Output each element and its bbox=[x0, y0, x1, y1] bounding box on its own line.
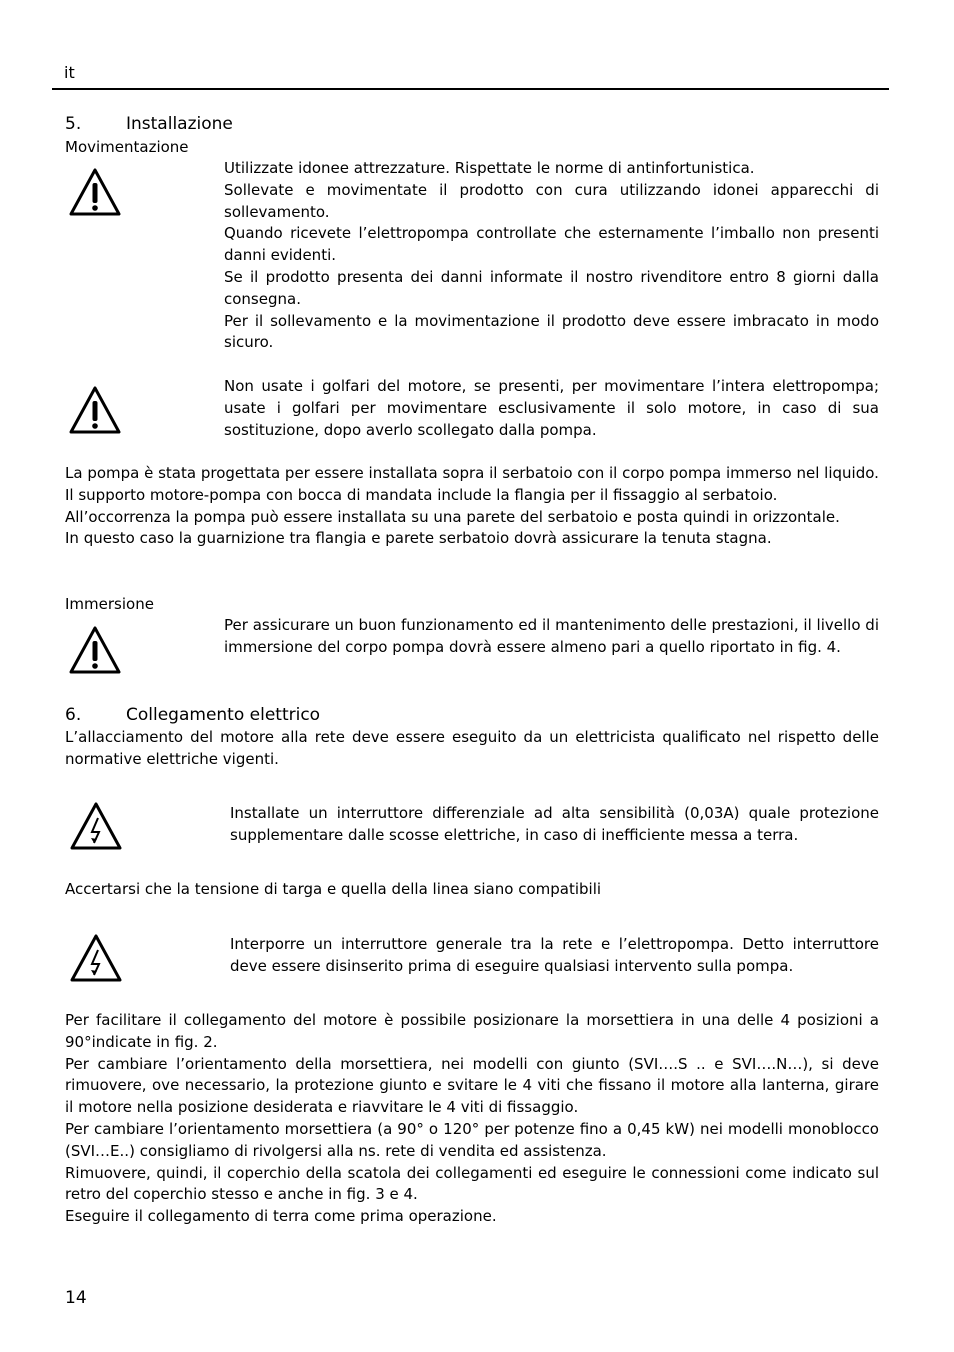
eyebolt-warning-text: Non usate i golfari del motore, se presenti, per movimentare l’intera elettropompa; usate i golfari per movimentare esclusivamente il solo motore, in caso di sua sostituzione, dopo averlo scollegato dalla pompa. bbox=[224, 377, 879, 439]
paragraph: Il supporto motore-pompa con bocca di mandata include la flangia per il fissaggio al serbatoio. bbox=[65, 485, 778, 504]
header-rule bbox=[52, 88, 889, 90]
language-code: it bbox=[64, 63, 75, 82]
paragraph: Sollevate e movimentate il prodotto con cura utilizzando idonei apparecchi di sollevamento. bbox=[224, 180, 879, 221]
section-6-heading bbox=[65, 705, 320, 725]
section-5-heading bbox=[65, 114, 233, 134]
main-switch-warning-text: Interporre un interruttore generale tra la rete e l’elettropompa. Detto interruttore deve essere disinserito prima di eseguire qualsiasi intervento sulla pompa. bbox=[230, 935, 879, 975]
page-number: 14 bbox=[65, 1288, 87, 1308]
paragraph: La pompa è stata progettata per essere installata sopra il serbatoio con il corpo pompa immerso nel liquido. bbox=[65, 464, 879, 482]
subheading-immersion: Immersione bbox=[65, 595, 154, 613]
voltage-text: Accertarsi che la tensione di targa e quella della linea siano compatibili bbox=[65, 880, 602, 898]
rcd-warning-text: Installate un interruttore differenziale ad alta sensibilità (0,03A) quale protezione supplementare dalle scosse elettriche, in caso di inefficiente messa a terra. bbox=[230, 804, 879, 844]
electrical-hazard-icon bbox=[69, 933, 123, 983]
paragraph: All’occorrenza la pompa può essere installata su una parete del serbatoio e posta quindi in orizzontale. bbox=[65, 507, 840, 526]
installation-text bbox=[65, 463, 879, 550]
immersion-text: Per assicurare un buon funzionamento ed il mantenimento delle prestazioni, il livello di immersione del corpo pompa dovrà essere almeno pari a quello riportato in fig. 4. bbox=[224, 616, 879, 656]
terminal-box-text bbox=[65, 1010, 879, 1228]
paragraph: Per facilitare il collegamento del motore è possibile posizionare la morsettiera in una delle 4 posizioni a 90°indicate in fig. 2. bbox=[65, 1011, 879, 1051]
handling-text bbox=[224, 158, 879, 354]
electrical-hazard-icon bbox=[69, 801, 123, 851]
paragraph: Rimuovere, quindi, il coperchio della scatola dei collegamenti ed eseguire le connessioni come indicato sul retro del coperchio stesso e anche in fig. 3 e 4. bbox=[65, 1163, 879, 1204]
paragraph: Per cambiare l’orientamento morsettiera (a 90° o 120° per potenze fino a 0,45 kW) nei modelli monoblocco (SVI…E..) consigliamo di rivolgersi alla ns. rete di vendita ed assistenza. bbox=[65, 1119, 879, 1160]
warning-icon bbox=[68, 167, 122, 217]
section-number: 5. bbox=[65, 114, 82, 134]
electrical-intro-text: L’allacciamento del motore alla rete deve essere eseguito da un elettricista qualificato nel rispetto delle normative elettriche vigenti. bbox=[65, 728, 879, 768]
section-title: Collegamento elettrico bbox=[126, 705, 321, 725]
warning-icon bbox=[68, 625, 122, 675]
section-number: 6. bbox=[65, 705, 82, 725]
paragraph: Per cambiare l’orientamento della morsettiera, nei modelli con giunto (SVI….S .. e SVI….N…), si deve rimuovere, ove necessario, la protezione giunto e svitare le 4 viti che fissano il motore alla lanterna, girare il motore nella posizione desiderata e riavvitare le 4 viti di fissaggio. bbox=[65, 1054, 879, 1117]
paragraph: Quando ricevete l’elettropompa controllate che esternamente l’imballo non presenti danni evidenti. bbox=[224, 224, 879, 265]
section-title: Installazione bbox=[126, 114, 233, 134]
subheading-handling: Movimentazione bbox=[65, 138, 189, 156]
paragraph: Se il prodotto presenta dei danni informate il nostro rivenditore entro 8 giorni dalla consegna. bbox=[224, 267, 879, 308]
paragraph: Per il sollevamento e la movimentazione il prodotto deve essere imbracato in modo sicuro. bbox=[224, 311, 879, 352]
warning-icon bbox=[68, 385, 122, 435]
paragraph: In questo caso la guarnizione tra flangia e parete serbatoio dovrà assicurare la tenuta stagna. bbox=[65, 529, 772, 548]
paragraph: Utilizzate idonee attrezzature. Rispettate le norme di antinfortunistica. bbox=[224, 159, 755, 177]
paragraph: Eseguire il collegamento di terra come prima operazione. bbox=[65, 1207, 497, 1226]
